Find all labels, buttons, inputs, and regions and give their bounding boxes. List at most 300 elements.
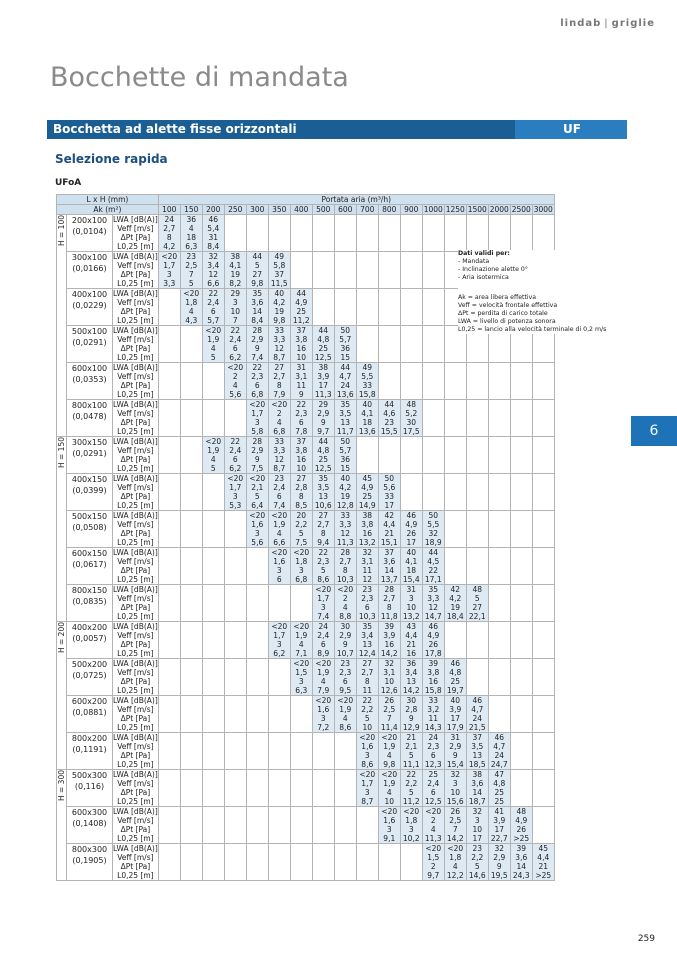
- empty-cell: [532, 548, 554, 585]
- empty-cell: [532, 807, 554, 844]
- empty-cell: [488, 511, 510, 548]
- empty-cell: [158, 622, 180, 659]
- empty-cell: [158, 363, 180, 400]
- flow-value: 250: [224, 205, 246, 215]
- value-cell: 33 3,2 11 14,3: [422, 696, 444, 733]
- value-cell: 50 5,7 36 15: [334, 326, 356, 363]
- empty-cell: [334, 807, 356, 844]
- height-group: H = 300: [57, 770, 67, 881]
- empty-cell: [180, 770, 202, 807]
- param-labels: LWA [dB(A)] Veff [m/s] ΔPt [Pa] L0,25 [m]: [113, 511, 158, 547]
- size-cell: 500x200 (0,0725): [67, 659, 113, 696]
- empty-cell: [268, 807, 290, 844]
- value-cell: <20 1,7 3 5,3: [224, 474, 246, 511]
- empty-cell: [378, 215, 400, 252]
- empty-cell: [444, 622, 466, 659]
- value-cell: 23 2,3 6 9,5: [334, 659, 356, 696]
- empty-cell: [466, 400, 488, 437]
- value-cell: 40 4,1 18 15,4: [400, 548, 422, 585]
- empty-cell: [378, 437, 400, 474]
- header-area: Ak (m²): [57, 205, 159, 215]
- empty-cell: [180, 585, 202, 622]
- value-cell: <20 1,6 3 8,6: [356, 733, 378, 770]
- empty-cell: [466, 437, 488, 474]
- value-cell: 23 2,4 6 7,4: [268, 474, 290, 511]
- empty-cell: [180, 807, 202, 844]
- empty-cell: [444, 363, 466, 400]
- value-cell: <20 1,9 4 10: [378, 770, 400, 807]
- empty-cell: [268, 659, 290, 696]
- value-cell: 50 5,7 36 15: [334, 437, 356, 474]
- empty-cell: [422, 252, 444, 289]
- empty-cell: [202, 511, 224, 548]
- empty-cell: [356, 326, 378, 363]
- table-row: [57, 400, 555, 437]
- value-cell: 22 2,3 5 8,6: [312, 548, 334, 585]
- value-cell: <20 1,5 3 6,3: [290, 659, 312, 696]
- empty-cell: [202, 844, 224, 881]
- value-cell: 38 4,1 19 8,2: [224, 252, 246, 289]
- empty-cell: [466, 622, 488, 659]
- param-labels: LWA [dB(A)] Veff [m/s] ΔPt [Pa] L0,25 [m]: [113, 289, 158, 325]
- empty-cell: [180, 696, 202, 733]
- empty-cell: [378, 326, 400, 363]
- value-cell: 32 3,1 11 12: [356, 548, 378, 585]
- value-cell: 22 2,4 6 6,2: [224, 326, 246, 363]
- empty-cell: [246, 585, 268, 622]
- value-cell: 37 3,8 16 10: [290, 326, 312, 363]
- empty-cell: [510, 474, 532, 511]
- size-cell: 300x150 (0,0291): [67, 437, 113, 474]
- empty-cell: [224, 622, 246, 659]
- empty-cell: [268, 733, 290, 770]
- empty-cell: [356, 289, 378, 326]
- empty-cell: [466, 474, 488, 511]
- flow-value: 700: [356, 205, 378, 215]
- empty-cell: [224, 215, 246, 252]
- empty-cell: [422, 289, 444, 326]
- empty-cell: [532, 215, 554, 252]
- section-code: UF: [563, 122, 581, 136]
- value-cell: 35 3,3 12 14,7: [422, 585, 444, 622]
- page-title: Bocchette di mandata: [50, 62, 349, 93]
- value-cell: 48 5 27 22,1: [466, 585, 488, 622]
- value-cell: 23 2,2 5 14,6: [466, 844, 488, 881]
- empty-cell: [246, 770, 268, 807]
- empty-cell: [510, 733, 532, 770]
- empty-cell: [532, 696, 554, 733]
- param-labels: LWA [dB(A)] Veff [m/s] ΔPt [Pa] L0,25 [m]: [113, 733, 158, 769]
- empty-cell: [400, 844, 422, 881]
- empty-cell: [268, 770, 290, 807]
- legend-def: ΔPt = perdita di carico totale: [458, 310, 548, 317]
- empty-cell: [268, 696, 290, 733]
- empty-cell: [246, 696, 268, 733]
- value-cell: <20 1,6 3 9,1: [378, 807, 400, 844]
- empty-cell: [422, 326, 444, 363]
- empty-cell: [400, 474, 422, 511]
- empty-cell: [312, 289, 334, 326]
- empty-cell: [180, 363, 202, 400]
- flow-value: 500: [312, 205, 334, 215]
- empty-cell: [158, 807, 180, 844]
- value-cell: <20 1,7 3 3,3: [158, 252, 180, 289]
- value-cell: 49 5,8 37 11,5: [268, 252, 290, 289]
- value-cell: 27 2,8 8 8,5: [290, 474, 312, 511]
- value-cell: 22 2,2 5 11,2: [400, 770, 422, 807]
- value-cell: 36 4 18 6,3: [180, 215, 202, 252]
- param-labels: LWA [dB(A)] Veff [m/s] ΔPt [Pa] L0,25 [m]: [113, 585, 158, 621]
- empty-cell: [268, 215, 290, 252]
- empty-cell: [510, 363, 532, 400]
- flow-value: 150: [180, 205, 202, 215]
- empty-cell: [290, 215, 312, 252]
- chapter-tab[interactable]: 6: [631, 416, 677, 446]
- value-cell: <20 1,6 3 5,6: [246, 511, 268, 548]
- empty-cell: [422, 474, 444, 511]
- value-cell: <20 1,5 2 9,7: [422, 844, 444, 881]
- empty-cell: [488, 363, 510, 400]
- empty-cell: [158, 844, 180, 881]
- empty-cell: [378, 844, 400, 881]
- table-row: [57, 622, 555, 659]
- empty-cell: [444, 548, 466, 585]
- empty-cell: [532, 733, 554, 770]
- value-cell: 46 4,9 26 17,8: [422, 622, 444, 659]
- param-labels: LWA [dB(A)] Veff [m/s] ΔPt [Pa] L0,25 [m]: [113, 770, 158, 806]
- param-labels: LWA [dB(A)] Veff [m/s] ΔPt [Pa] L0,25 [m]: [113, 363, 158, 399]
- size-cell: 600x300 (0,1408): [67, 807, 113, 844]
- value-cell: 46 4,7 24 21,5: [466, 696, 488, 733]
- empty-cell: [246, 548, 268, 585]
- empty-cell: [290, 252, 312, 289]
- legend-def: Veff = velocità frontale effettiva: [458, 302, 558, 309]
- value-cell: <20 1,9 4 6,6: [268, 511, 290, 548]
- legend-box: [458, 250, 628, 334]
- table-row: [57, 437, 555, 474]
- empty-cell: [400, 252, 422, 289]
- brand-header: [560, 18, 655, 29]
- value-cell: 26 2,5 7 11,4: [378, 696, 400, 733]
- empty-cell: [400, 289, 422, 326]
- empty-cell: [180, 548, 202, 585]
- empty-cell: [422, 215, 444, 252]
- size-cell: 500x150 (0,0508): [67, 511, 113, 548]
- value-cell: 44 4,8 25 12,5: [312, 437, 334, 474]
- value-cell: 46 5,4 31 8,4: [202, 215, 224, 252]
- legend-def: LWA = livello di potenza sonora: [458, 318, 556, 325]
- empty-cell: [180, 326, 202, 363]
- empty-cell: [532, 474, 554, 511]
- flow-value: 3000: [533, 205, 553, 214]
- section-bar: [47, 120, 627, 139]
- param-labels: LWA [dB(A)] Veff [m/s] ΔPt [Pa] L0,25 [m]: [113, 400, 158, 436]
- empty-cell: [532, 770, 554, 807]
- value-cell: <20 1,6 3 6: [268, 548, 290, 585]
- empty-cell: [158, 474, 180, 511]
- size-cell: 800x300 (0,1905): [67, 844, 113, 881]
- flow-value: 2500: [511, 205, 531, 214]
- empty-cell: [202, 548, 224, 585]
- empty-cell: [246, 659, 268, 696]
- page-number: 259: [637, 934, 655, 944]
- flow-value: 800: [378, 205, 400, 215]
- empty-cell: [510, 585, 532, 622]
- empty-cell: [158, 733, 180, 770]
- empty-cell: [334, 770, 356, 807]
- flow-value: 200: [202, 205, 224, 215]
- empty-cell: [510, 659, 532, 696]
- empty-cell: [378, 252, 400, 289]
- size-cell: 300x100 (0,0166): [67, 252, 113, 289]
- empty-cell: [224, 400, 246, 437]
- empty-cell: [158, 770, 180, 807]
- empty-cell: [290, 585, 312, 622]
- value-cell: 45 4,4 21 >25: [532, 844, 554, 881]
- value-cell: 45 4,9 25 14,9: [356, 474, 378, 511]
- empty-cell: [312, 844, 334, 881]
- value-cell: 42 4,4 21 15,1: [378, 511, 400, 548]
- value-cell: <20 1,8 3 6,8: [290, 548, 312, 585]
- empty-cell: [510, 511, 532, 548]
- empty-cell: [488, 696, 510, 733]
- empty-cell: [224, 585, 246, 622]
- empty-cell: [202, 770, 224, 807]
- size-cell: 600x150 (0,0617): [67, 548, 113, 585]
- empty-cell: [510, 770, 532, 807]
- empty-cell: [334, 733, 356, 770]
- empty-cell: [400, 326, 422, 363]
- height-group: H = 150: [57, 437, 67, 622]
- value-cell: 36 3,4 13 14,2: [400, 659, 422, 696]
- value-cell: 32 3 10 17: [466, 807, 488, 844]
- empty-cell: [510, 400, 532, 437]
- empty-cell: [334, 844, 356, 881]
- empty-cell: [202, 363, 224, 400]
- empty-cell: [180, 400, 202, 437]
- empty-cell: [312, 807, 334, 844]
- value-cell: <20 1,8 4 4,3: [180, 289, 202, 326]
- table-row: [57, 770, 555, 807]
- value-cell: <20 1,9 4 5: [202, 437, 224, 474]
- table-row: [57, 807, 555, 844]
- size-cell: 600x100 (0,0353): [67, 363, 113, 400]
- height-group: H = 100: [57, 215, 67, 437]
- empty-cell: [356, 437, 378, 474]
- value-cell: 22 2,4 6 6,2: [224, 437, 246, 474]
- empty-cell: [180, 511, 202, 548]
- value-cell: 33 3,3 12 8,7: [268, 326, 290, 363]
- value-cell: 30 2,8 9 12,9: [400, 696, 422, 733]
- value-cell: 28 2,7 8 10,3: [334, 548, 356, 585]
- empty-cell: [224, 733, 246, 770]
- value-cell: 23 2,5 7 5: [180, 252, 202, 289]
- size-cell: 500x100 (0,0291): [67, 326, 113, 363]
- empty-cell: [378, 363, 400, 400]
- legend-title: Dati validi per:: [458, 250, 510, 257]
- empty-cell: [268, 585, 290, 622]
- flow-value: 1250: [445, 205, 465, 214]
- empty-cell: [488, 437, 510, 474]
- empty-cell: [158, 326, 180, 363]
- empty-cell: [202, 733, 224, 770]
- empty-cell: [466, 215, 488, 252]
- param-labels: LWA [dB(A)] Veff [m/s] ΔPt [Pa] L0,25 [m]: [113, 326, 158, 362]
- empty-cell: [400, 437, 422, 474]
- empty-cell: [246, 733, 268, 770]
- value-cell: 31 3 10 13,2: [400, 585, 422, 622]
- empty-cell: [312, 770, 334, 807]
- flow-value: 400: [290, 205, 312, 215]
- table-row: [57, 659, 555, 696]
- value-cell: 39 3,8 16 15,8: [422, 659, 444, 696]
- empty-cell: [202, 474, 224, 511]
- param-labels: LWA [dB(A)] Veff [m/s] ΔPt [Pa] L0,25 [m]: [113, 807, 158, 843]
- value-cell: <20 2 4 6,8: [268, 400, 290, 437]
- size-cell: 200x100 (0,0104): [67, 215, 113, 252]
- size-cell: 600x200 (0,0881): [67, 696, 113, 733]
- empty-cell: [180, 733, 202, 770]
- table-row: [57, 696, 555, 733]
- value-cell: 38 3,6 14 18,7: [466, 770, 488, 807]
- empty-cell: [444, 400, 466, 437]
- empty-cell: [180, 437, 202, 474]
- empty-cell: [356, 215, 378, 252]
- size-cell: 800x200 (0,1191): [67, 733, 113, 770]
- value-cell: 24 2,4 6 8,9: [312, 622, 334, 659]
- empty-cell: [312, 733, 334, 770]
- empty-cell: [180, 844, 202, 881]
- empty-cell: [180, 659, 202, 696]
- empty-cell: [400, 215, 422, 252]
- value-cell: 44 5 27 9,8: [246, 252, 268, 289]
- size-cell: 400x100 (0,0229): [67, 289, 113, 326]
- empty-cell: [422, 363, 444, 400]
- flow-value: 350: [268, 205, 290, 215]
- param-labels: LWA [dB(A)] Veff [m/s] ΔPt [Pa] L0,25 [m]: [113, 474, 158, 510]
- empty-cell: [532, 511, 554, 548]
- empty-cell: [488, 400, 510, 437]
- param-labels: LWA [dB(A)] Veff [m/s] ΔPt [Pa] L0,25 [m]: [113, 622, 158, 658]
- flow-value: 100: [158, 205, 180, 215]
- value-cell: 38 3,8 16 13,2: [356, 511, 378, 548]
- value-cell: 44 4,7 24 13,6: [334, 363, 356, 400]
- value-cell: 40 4,2 19 9,8: [268, 289, 290, 326]
- empty-cell: [422, 400, 444, 437]
- table-row: [57, 548, 555, 585]
- empty-cell: [202, 622, 224, 659]
- empty-cell: [422, 437, 444, 474]
- empty-cell: [444, 511, 466, 548]
- empty-cell: [510, 622, 532, 659]
- empty-cell: [334, 252, 356, 289]
- value-cell: <20 1,9 4 5: [202, 326, 224, 363]
- size-cell: 400x200 (0,0057): [67, 622, 113, 659]
- flow-value: 1500: [467, 205, 487, 214]
- empty-cell: [224, 659, 246, 696]
- empty-cell: [202, 696, 224, 733]
- value-cell: <20 2 4 8,8: [334, 585, 356, 622]
- empty-cell: [158, 585, 180, 622]
- value-cell: 38 3,9 17 11,3: [312, 363, 334, 400]
- value-cell: <20 1,6 3 7,2: [312, 696, 334, 733]
- value-cell: 22 2,3 6 6,8: [246, 363, 268, 400]
- value-cell: 33 3,3 12 11,3: [334, 511, 356, 548]
- brand-separator: |: [604, 18, 609, 29]
- brand-section: griglie: [611, 18, 655, 29]
- brand-name: lindab: [560, 18, 602, 29]
- param-labels: LWA [dB(A)] Veff [m/s] ΔPt [Pa] L0,25 [m]: [113, 252, 158, 288]
- value-cell: 48 4,9 26 >25: [510, 807, 532, 844]
- value-cell: 20 2,2 5 7,5: [290, 511, 312, 548]
- height-group: H = 200: [57, 622, 67, 770]
- empty-cell: [290, 770, 312, 807]
- legend-def: L0,25 = lancio alla velocità terminale di 0,2 m/s: [458, 326, 607, 333]
- empty-cell: [224, 770, 246, 807]
- table-row: [57, 844, 555, 881]
- empty-cell: [202, 585, 224, 622]
- empty-cell: [510, 437, 532, 474]
- value-cell: 40 3,9 17 17,9: [444, 696, 466, 733]
- value-cell: <20 1,8 3 10,2: [400, 807, 422, 844]
- value-cell: <20 2 4 5,6: [224, 363, 246, 400]
- value-cell: 35 3,5 13 10,6: [312, 474, 334, 511]
- empty-cell: [246, 844, 268, 881]
- empty-cell: [532, 437, 554, 474]
- table-row: [57, 585, 555, 622]
- model-code: UFoA: [55, 178, 82, 188]
- value-cell: 37 3,8 16 10: [290, 437, 312, 474]
- value-cell: 40 4,2 19 12,8: [334, 474, 356, 511]
- empty-cell: [510, 548, 532, 585]
- value-cell: 46 4,9 26 17: [400, 511, 422, 548]
- empty-cell: [268, 844, 290, 881]
- value-cell: 32 3 10 15,6: [444, 770, 466, 807]
- value-cell: 43 4,4 21 16: [400, 622, 422, 659]
- value-cell: 27 2,7 8 11: [356, 659, 378, 696]
- empty-cell: [488, 474, 510, 511]
- value-cell: 23 2,3 6 10,3: [356, 585, 378, 622]
- value-cell: <20 1,9 4 7,1: [290, 622, 312, 659]
- empty-cell: [158, 289, 180, 326]
- empty-cell: [224, 696, 246, 733]
- value-cell: 44 4,8 25 12,5: [312, 326, 334, 363]
- empty-cell: [378, 289, 400, 326]
- value-cell: <20 1,9 4 7,9: [312, 659, 334, 696]
- value-cell: 27 2,7 8 9,4: [312, 511, 334, 548]
- empty-cell: [466, 511, 488, 548]
- value-cell: 28 2,9 9 7,5: [246, 437, 268, 474]
- empty-cell: [532, 585, 554, 622]
- empty-cell: [510, 215, 532, 252]
- empty-cell: [488, 585, 510, 622]
- empty-cell: [334, 289, 356, 326]
- flow-value: 300: [246, 205, 268, 215]
- table-row: [57, 733, 555, 770]
- table-row: [57, 363, 555, 400]
- value-cell: 46 4,8 25 19,7: [444, 659, 466, 696]
- empty-cell: [224, 807, 246, 844]
- value-cell: 27 2,7 8 7,9: [268, 363, 290, 400]
- value-cell: 21 2,1 5 11,1: [400, 733, 422, 770]
- value-cell: 22 2,4 6 5,7: [202, 289, 224, 326]
- value-cell: 29 3 10 7: [224, 289, 246, 326]
- value-cell: <20 2,1 5 6,4: [246, 474, 268, 511]
- value-cell: 29 2,9 9 9,7: [312, 400, 334, 437]
- empty-cell: [312, 215, 334, 252]
- param-labels: LWA [dB(A)] Veff [m/s] ΔPt [Pa] L0,25 [m]: [113, 659, 158, 695]
- value-cell: 31 2,9 9 15,4: [444, 733, 466, 770]
